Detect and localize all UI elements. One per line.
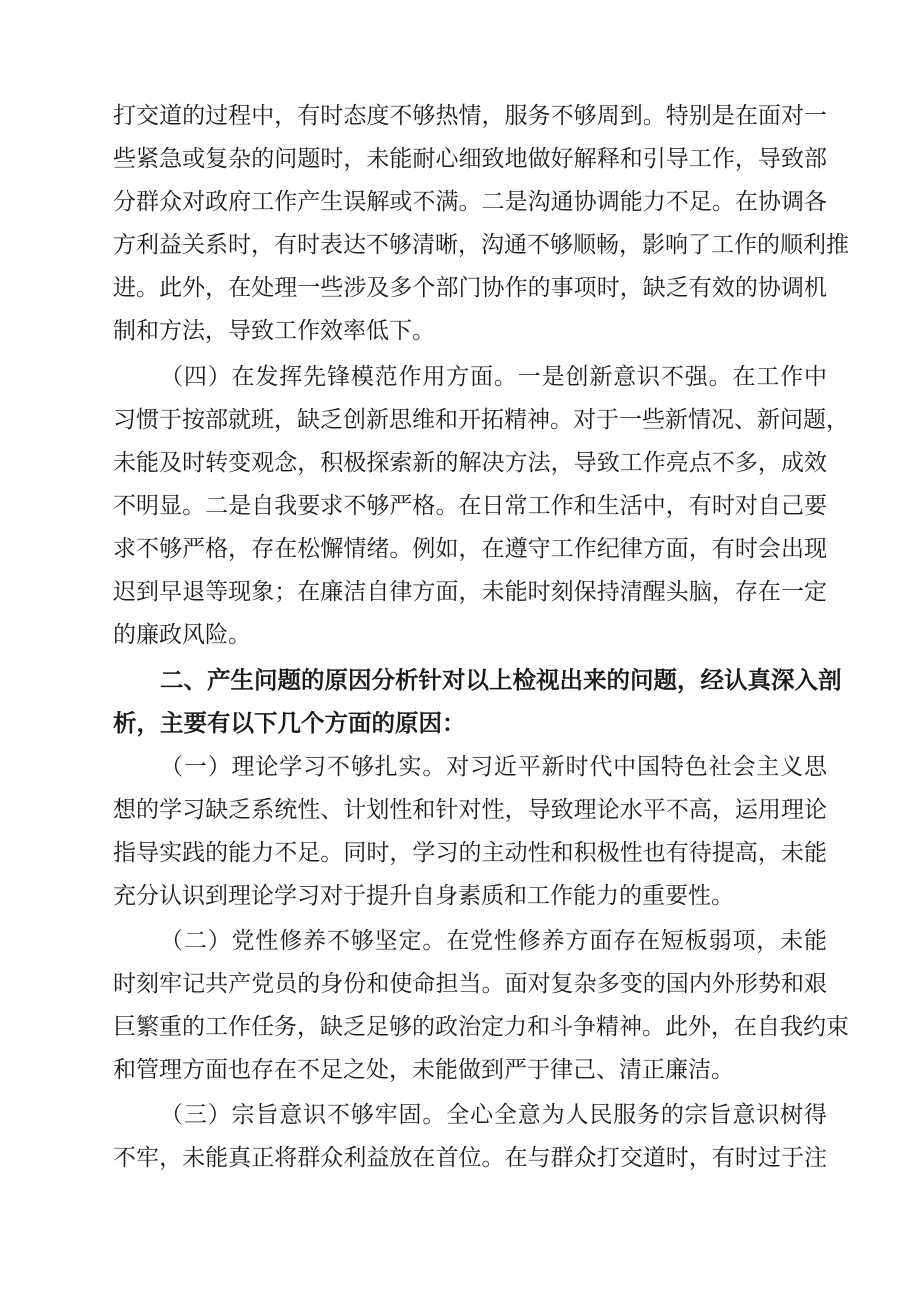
text-line: 和管理方面也存在不足之处，未能做到严于律己、清正廉洁。 (113, 1057, 734, 1083)
text-line: 充分认识到理论学习对于提升自身素质和工作能力的重要性。 (113, 883, 734, 909)
text-line: 的廉政风险。 (113, 622, 251, 648)
paragraph-start-line: （一）理论学习不够扎实。对习近平新时代中国特色社会主义思 (160, 754, 827, 780)
text-line: 不牢，未能真正将群众利益放在首位。在与群众打交道时，有时过于注 (113, 1145, 827, 1171)
text-line: 不明显。二是自我要求不够严格。在日常工作和生活中，有时对自己要 (113, 493, 827, 519)
text-line: 习惯于按部就班，缺乏创新思维和开拓精神。对于一些新情况、新问题， (113, 407, 849, 433)
text-line: 未能及时转变观念，积极探索新的解决方法，导致工作亮点不多，成效 (113, 450, 827, 476)
text-line: 指导实践的能力不足。同时，学习的主动性和积极性也有待提高，未能 (113, 840, 827, 866)
text-line: 方利益关系时，有时表达不够清晰，沟通不够顺畅，影响了工作的顺利推 (113, 232, 849, 258)
text-line: 求不够严格，存在松懈情绪。例如，在遵守工作纪律方面，有时会出现 (113, 536, 827, 562)
section-heading-line: 析，主要有以下几个方面的原因： (113, 709, 466, 737)
paragraph-start-line: （二）党性修养不够坚定。在党性修养方面存在短板弱项，未能 (160, 928, 827, 954)
text-line: 迟到早退等现象；在廉洁自律方面，未能时刻保持清醒头脑，存在一定 (113, 579, 827, 605)
text-line: 制和方法，导致工作效率低下。 (113, 318, 435, 344)
text-line: 进。此外，在处理一些涉及多个部门协作的事项时，缺乏有效的协调机 (113, 275, 827, 301)
text-line: 些紧急或复杂的问题时，未能耐心细致地做好解释和引导工作，导致部 (113, 146, 827, 172)
text-line: 分群众对政府工作产生误解或不满。二是沟通协调能力不足。在协调各 (113, 189, 827, 215)
text-line: 巨繁重的工作任务，缺乏足够的政治定力和斗争精神。此外，在自我约束 (113, 1014, 849, 1040)
text-line: 打交道的过程中，有时态度不够热情，服务不够周到。特别是在面对一 (113, 103, 827, 129)
text-line: 想的学习缺乏系统性、计划性和针对性，导致理论水平不高，运用理论 (113, 797, 827, 823)
text-line: 时刻牢记共产党员的身份和使命担当。面对复杂多变的国内外形势和艰 (113, 971, 827, 997)
paragraph-start-line: （四）在发挥先锋模范作用方面。一是创新意识不强。在工作中 (160, 364, 827, 390)
section-heading-line: 二、产生问题的原因分析针对以上检视出来的问题，经认真深入剖 (160, 666, 842, 694)
paragraph-start-line: （三）宗旨意识不够牢固。全心全意为人民服务的宗旨意识树得 (160, 1102, 827, 1128)
